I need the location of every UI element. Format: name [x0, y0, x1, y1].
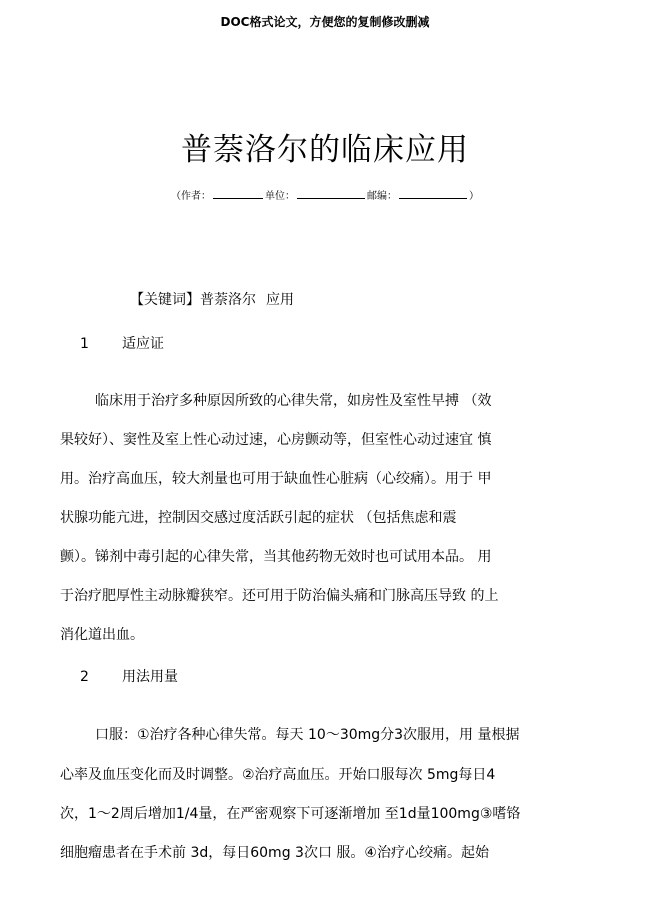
keywords-label: 【关键词】	[130, 292, 200, 308]
paragraph-line: 次，1～2周后增加1/4量，在严密观察下可逐渐增加 至1d量100mg③嗜铬	[60, 806, 521, 822]
paragraph-line: 细胞瘤患者在手术前 3d，每日60mg 3次口 服。④治疗心绞痛。起始	[60, 845, 489, 861]
keywords-terms: 普萘洛尔	[200, 292, 256, 308]
keywords-line	[130, 289, 294, 309]
keywords-extra: 应用	[266, 292, 294, 308]
byline-unit-label: 单位：	[265, 191, 295, 202]
section-title: 适应证	[122, 336, 164, 352]
paragraph-line: 于治疗肥厚性主动脉瓣狭窄。还可用于防治偏头痛和门脉高压导致 的上	[60, 588, 499, 604]
paragraph-line: 消化道出血。	[60, 627, 144, 643]
paragraph-line: 口服：①治疗各种心律失常。每天 10～30mg分3次服用，用 量根据	[95, 727, 520, 743]
byline-author-label: （作者：	[171, 191, 211, 202]
author-blank	[213, 189, 263, 199]
byline-zip-label: 邮编：	[367, 191, 397, 202]
paragraph-line: 用。治疗高血压，较大剂量也可用于缺血性心脏病（心绞痛）。用于 甲	[60, 471, 492, 487]
document-title: 普萘洛尔的临床应用	[181, 132, 469, 168]
section-number: 2	[80, 669, 89, 685]
section-heading	[80, 333, 164, 353]
paragraph-line: 状腺功能亢进，控制因交感过度活跃引起的症状 （包括焦虑和震	[60, 510, 457, 526]
unit-blank	[297, 189, 365, 199]
section-heading	[80, 666, 178, 686]
section-number: 1	[80, 336, 89, 352]
author-byline	[0, 187, 650, 202]
paragraph-line: 颤）。锑剂中毒引起的心律失常，当其他药物无效时也可试用本品。 用	[60, 549, 492, 565]
paragraph-line: 临床用于治疗多种原因所致的心律失常，如房性及室性早搏 （效	[95, 393, 492, 409]
paragraph-line: 果较好）、窦性及室上性心动过速，心房颤动等，但室性心动过速宜 慎	[60, 432, 492, 448]
paragraph-line: 心率及血压变化而及时调整。②治疗高血压。开始口服每次 5mg每日4	[60, 767, 496, 783]
section-title: 用法用量	[122, 669, 178, 685]
zip-blank	[399, 189, 467, 199]
document-banner: DOC格式论文，方便您的复制修改删减	[220, 15, 430, 29]
byline-close: ）	[469, 191, 479, 202]
